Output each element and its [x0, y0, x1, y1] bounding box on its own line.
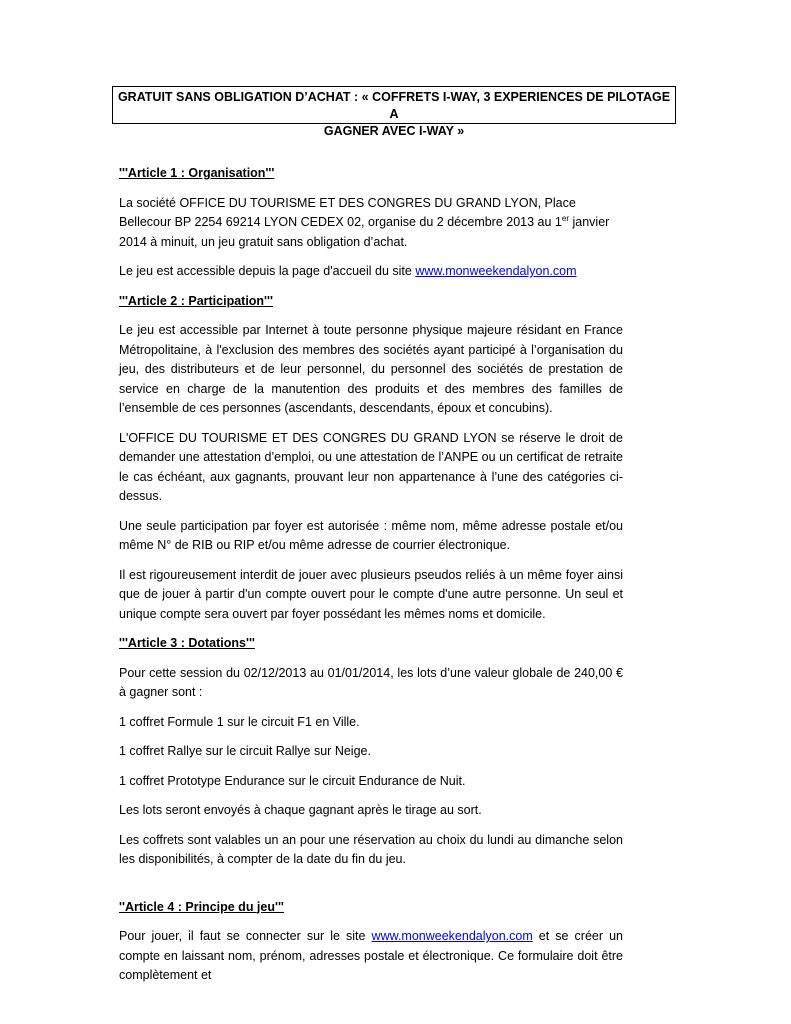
article-1-paragraph-1 — [119, 194, 623, 253]
section-spacer — [119, 880, 623, 898]
article-2-heading: '''Article 2 : Participation''' — [119, 293, 273, 308]
article-1-text-b: janvier 2014 à minuit, un jeu gratuit sans obligation d’achat. — [119, 215, 610, 249]
prize-item: 1 coffret Prototype Endurance sur le circuit Endurance de Nuit. — [119, 773, 466, 788]
article-1-superscript: er — [561, 213, 570, 223]
document-body — [119, 164, 623, 996]
title-line-2: GAGNER AVEC I-WAY » — [323, 124, 465, 138]
article-1-site-text: Le jeu est accessible depuis la page d'accueil du site — [119, 264, 416, 278]
prize-item: 1 coffret Formule 1 sur le circuit F1 en Ville. — [119, 714, 360, 729]
article-4-paragraph-1 — [119, 927, 623, 986]
article-4-heading: ''Article 4 : Principe du jeu''' — [119, 899, 284, 914]
article-4-text-a: Pour jouer, il faut se connecter sur le site — [119, 929, 372, 943]
article-2-paragraph-4: Il est rigoureusement interdit de jouer avec plusieurs pseudos reliés à un même foyer ainsi que de jouer à partir d'un compte ouvert pour le compte d'une autre personne. Un seul et unique compte sera ouvert par foyer possédant les mêmes noms et domicile. — [119, 567, 623, 621]
prize-item: 1 coffret Rallye sur le circuit Rallye sur Neige. — [119, 744, 371, 758]
article-3-paragraph-1: Pour cette session du 02/12/2013 au 01/01/2014, les lots d’une valeur globale de 240,00 € à gagner sont : — [119, 665, 623, 699]
article-2-paragraph-3: Une seule participation par foyer est autorisée : même nom, même adresse postale et/ou même N° de RIB ou RIP et/ou même adresse de courrier électronique. — [119, 518, 623, 552]
article-1-paragraph-2 — [119, 262, 623, 282]
article-2-paragraph-1: Le jeu est accessible par Internet à toute personne physique majeure résidant en France Métropolitaine, à l'exclusion des membres des sociétés ayant participé à l’organisation du jeu, des distributeurs et de leur personnel, du personnel des sociétés de prestation de service en charge de la manutention des produits et des membres des familles de l’ensemble de ces personnes (ascendants, descendants, époux et concubins). — [119, 323, 623, 415]
article-1-heading: '''Article 1 : Organisation''' — [119, 166, 275, 180]
article-3-heading: '''Article 3 : Dotations''' — [119, 636, 255, 650]
title-line-1: GRATUIT SANS OBLIGATION D’ACHAT : « COFFRETS I-WAY, 3 EXPERIENCES DE PILOTAGE A — [117, 90, 671, 121]
article-4-text-b: et se créer un compte en laissant nom, prénom, adresses postale et électronique. Ce formulaire doit être complètement et — [119, 929, 623, 982]
site-link[interactable]: www.monweekendalyon.com — [415, 264, 577, 278]
article-2-paragraph-2: L'OFFICE DU TOURISME ET DES CONGRES DU GRAND LYON se réserve le droit de demander une attestation d’emploi, ou une attestation de l’ANPE ou un certificat de retraite le cas échéant, aux gagnants, prouvant leur non appartenance à l’une des catégories ci-dessus. — [119, 430, 623, 503]
document-title-box — [112, 86, 676, 138]
article-3-paragraph-2: Les lots seront envoyés à chaque gagnant après le tirage au sort. — [119, 803, 482, 817]
site-link[interactable]: www.monweekendalyon.com — [371, 929, 533, 943]
article-3-paragraph-3: Les coffrets sont valables un an pour une réservation au choix du lundi au dimanche selon les disponibilités, à compter de la date du fin du jeu. — [119, 832, 623, 866]
article-1-text-a: La société OFFICE DU TOURISME ET DES CONGRES DU GRAND LYON, Place Bellecour BP 2254 69214 LYON CEDEX 02, organise du 2 décembre 2013 au 1 — [119, 195, 576, 229]
